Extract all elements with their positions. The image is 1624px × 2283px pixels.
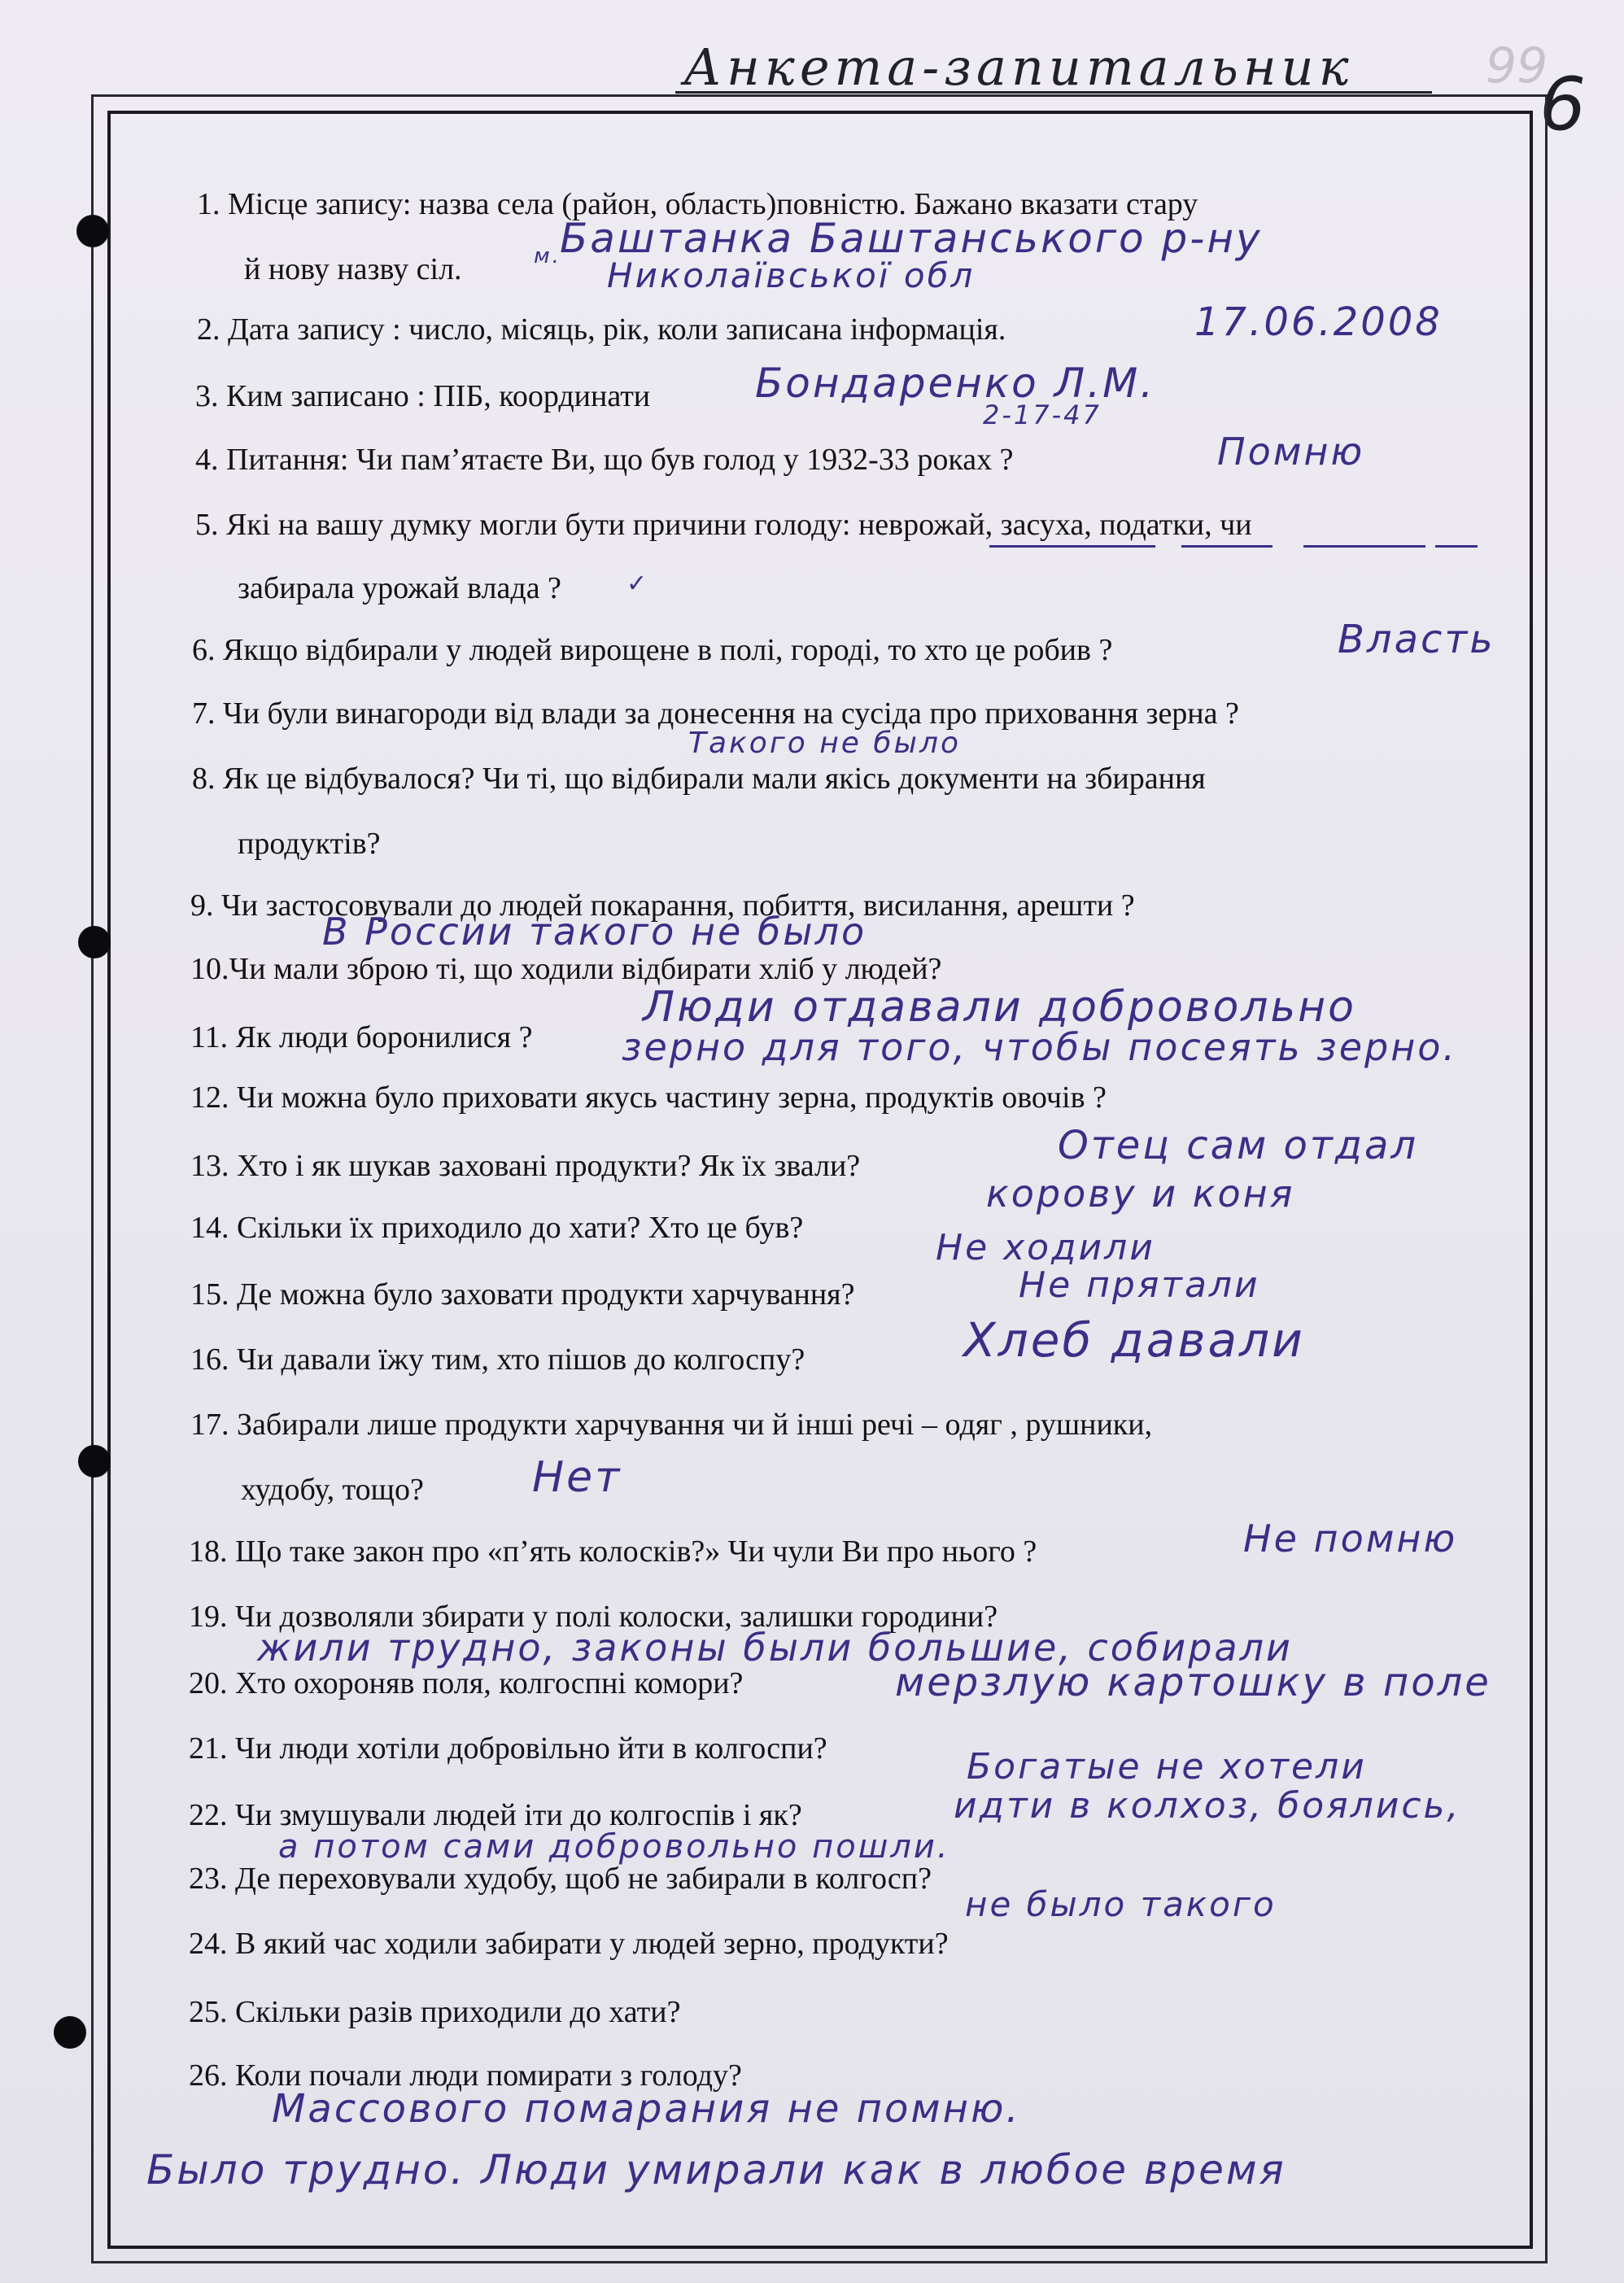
underline-zasukha bbox=[1181, 545, 1273, 548]
question-1: 1. Місце запису: назва села (район, область)повністю. Бажано вказати стару bbox=[197, 187, 1198, 221]
answer-11-line2: зерно для того, чтобы посеять зерно. bbox=[622, 1025, 1458, 1069]
question-21: 21. Чи люди хотіли добровільно йти в колгоспи? bbox=[189, 1731, 827, 1766]
answer-26-line1: Массового помарания не помню. bbox=[272, 2086, 1021, 2132]
question-4: 4. Питання: Чи пам’ятаєте Ви, що був голод у 1932-33 роках ? bbox=[195, 443, 1014, 477]
answer-23: не было такого bbox=[965, 1884, 1277, 1924]
underline-chy bbox=[1435, 545, 1478, 548]
answer-2: 17.06.2008 bbox=[1194, 299, 1443, 345]
answer-18: Не помню bbox=[1243, 1517, 1458, 1561]
question-11: 11. Як люди боронилися ? bbox=[190, 1020, 533, 1054]
answer-9: В России такого не было bbox=[322, 910, 867, 954]
answer-14: Не ходили bbox=[936, 1227, 1155, 1268]
question-13: 13. Хто і як шукав заховані продукти? Як їх звали? bbox=[190, 1149, 861, 1183]
question-2: 2. Дата запису : число, місяць, рік, коли записана інформація. bbox=[197, 312, 1006, 347]
underline-nevrozhai bbox=[989, 545, 1155, 548]
question-7: 7. Чи були винагороди від влади за донесення на сусіда про приховання зерна ? bbox=[192, 696, 1239, 731]
question-6: 6. Якщо відбирали у людей вирощене в полі, городі, то хто це робив ? bbox=[192, 633, 1113, 667]
question-14: 14. Скільки їх приходило до хати? Хто це був? bbox=[190, 1211, 804, 1245]
page-mark: 6 bbox=[1539, 62, 1587, 147]
answer-4: Помню bbox=[1217, 430, 1365, 474]
answer-6: Власть bbox=[1338, 617, 1495, 662]
answer-13: Отец сам отдал bbox=[1058, 1123, 1419, 1168]
question-10: 10.Чи мали зброю ті, що ходили відбирати хліб у людей? bbox=[190, 952, 942, 986]
answer-3-name: Бондаренко Л.М. bbox=[755, 360, 1156, 407]
question-23: 23. Де переховували худобу, щоб не забирали в колгосп? bbox=[189, 1862, 932, 1896]
punch-hole-icon bbox=[54, 2016, 86, 2049]
question-12: 12. Чи можна було приховати якусь частину зерна, продуктів овочів ? bbox=[190, 1080, 1107, 1115]
answer-26-line2: Было трудно. Люди умирали как в любое время bbox=[146, 2146, 1286, 2194]
answer-1-prefix: м. bbox=[534, 244, 561, 268]
question-8-cont: продуктів? bbox=[238, 827, 381, 861]
question-22: 22. Чи змушували людей іти до колгоспів і як? bbox=[189, 1798, 802, 1832]
question-25: 25. Скільки разів приходили до хати? bbox=[189, 1995, 681, 2029]
handwritten-title: Анкета-запитальник bbox=[683, 37, 1354, 97]
question-8: 8. Як це відбувалося? Чи ті, що відбирали мали якісь документи на збирання bbox=[192, 762, 1206, 796]
title-underline bbox=[675, 91, 1432, 94]
question-3: 3. Ким записано : ПІБ, координати bbox=[195, 379, 651, 413]
question-20: 20. Хто охороняв поля, колгоспні комори? bbox=[189, 1666, 744, 1700]
answer-15: Не прятали bbox=[1019, 1264, 1260, 1306]
answer-22-line1: Богатые не хотели bbox=[967, 1746, 1367, 1788]
answer-1-line2: Николаївської обл bbox=[607, 255, 976, 295]
answer-22-line2: идти в колхоз, боялись, bbox=[954, 1785, 1461, 1827]
answer-20: мерзлую картошку в поле bbox=[895, 1660, 1491, 1705]
punch-hole-icon bbox=[78, 926, 111, 958]
question-17: 17. Забирали лише продукти харчування чи й інші речі – одяг , рушники, bbox=[190, 1408, 1153, 1442]
checkmark-icon: ✓ bbox=[626, 570, 648, 598]
question-15: 15. Де можна було заховати продукти харчування? bbox=[190, 1277, 855, 1312]
underline-podatky bbox=[1303, 545, 1425, 548]
question-5: 5. Які на вашу думку могли бути причини голоду: неврожай, засуха, податки, чи bbox=[195, 508, 1252, 542]
answer-13-cont: корову и коня bbox=[986, 1172, 1295, 1216]
answer-19: жили трудно, законы были большие, собирали bbox=[257, 1626, 1293, 1670]
answer-11-line1: Люди отдавали добровольно bbox=[643, 983, 1356, 1032]
answer-17: Нет bbox=[532, 1453, 622, 1502]
punch-hole-icon bbox=[76, 215, 109, 247]
answer-16: Хлеб давали bbox=[963, 1312, 1305, 1368]
answer-3-phone: 2-17-47 bbox=[983, 399, 1102, 430]
punch-hole-icon bbox=[78, 1445, 111, 1478]
archive-page-number: 99 bbox=[1486, 37, 1548, 94]
question-16: 16. Чи давали їжу тим, хто пішов до колгоспу? bbox=[190, 1342, 805, 1377]
question-17-cont: худобу, тощо? bbox=[241, 1473, 424, 1507]
answer-1-line1: Баштанка Баштанського р-ну bbox=[560, 215, 1263, 262]
question-5-cont: забирала урожай влада ? bbox=[238, 571, 561, 605]
answer-7: Такого не было bbox=[688, 727, 961, 760]
question-1-cont: й нову назву сіл. bbox=[244, 252, 462, 286]
question-26: 26. Коли почали люди помирати з голоду? bbox=[189, 2058, 742, 2093]
question-24: 24. В який час ходили забирати у людей зерно, продукти? bbox=[189, 1927, 949, 1961]
question-18: 18. Що таке закон про «п’ять колосків?» Чи чули Ви про нього ? bbox=[189, 1534, 1037, 1569]
question-19: 19. Чи дозволяли збирати у полі колоски, залишки городини? bbox=[189, 1600, 998, 1634]
question-9: 9. Чи застосовували до людей покарання, побиття, висилання, арешти ? bbox=[190, 888, 1135, 923]
answer-22-line3: а потом сами добровольно пошли. bbox=[278, 1828, 950, 1866]
